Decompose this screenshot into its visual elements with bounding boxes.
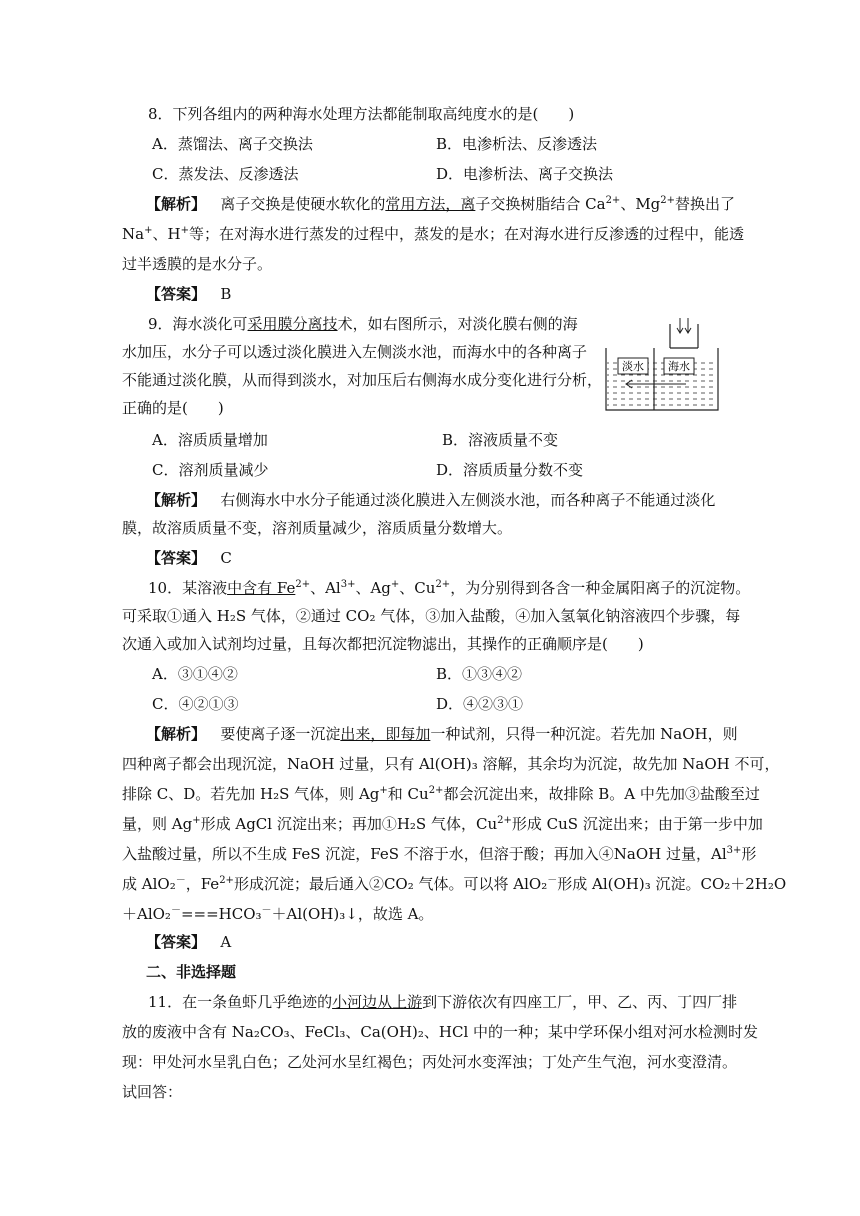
q10-analysis-line-3: 排除 C、D。若先加 H₂S 气体，则 Ag+和 $Cu^{2+}$都会沉淀出来，故排除 B。A 中先加③盐酸至过 — [122, 785, 760, 803]
answer-label: 【答案】 — [146, 933, 207, 951]
underlined-text: 出来，即每加 — [340, 725, 431, 743]
q9-analysis-line-2: 膜，故溶质质量不变，溶剂质量减少，溶质质量分数增大。 — [122, 519, 513, 537]
q11-stem-line-4: 试回答： — [122, 1083, 183, 1101]
q9-stem-line-1: 9．海水淡化可采用膜分离技术，如右图所示，对淡化膜右侧的海 — [148, 315, 578, 333]
q10-option-d: D．④②③① — [436, 695, 524, 713]
membrane-diagram — [604, 318, 720, 412]
q10-analysis-line-6: 成 AlO₂－，$Fe^{2+}$形成沉淀；最后通入②CO₂ 气体。可以将 AlO₂－形成 Al(OH)₃ 沉淀。CO₂＋2H₂O — [122, 875, 787, 893]
answer-value: C — [220, 549, 232, 567]
analysis-label: 【解析】 — [146, 491, 207, 509]
q10-analysis-line-4: 量，则 Ag+形成 AgCl 沉淀出来；再加①H₂S 气体，$Cu^{2+}$形成 CuS 沉淀出来；由于第一步中加 — [122, 815, 763, 833]
q9-answer — [146, 548, 232, 568]
q9-stem-line-4: 正确的是( ) — [122, 399, 224, 417]
answer-label: 【答案】 — [146, 549, 207, 567]
q11-stem-line-1: 11．在一条鱼虾几乎绝迹的小河边从上游到下游依次有四座工厂，甲、乙、丙、丁四厂排 — [148, 993, 738, 1011]
q9-option-c: C．溶剂质量减少 — [152, 461, 269, 479]
answer-value: A — [220, 933, 232, 951]
q8-option-b: B．电渗析法、反渗透法 — [436, 135, 598, 153]
underlined-text: 常用方法，离 — [385, 195, 476, 213]
q10-analysis-line-5: 入盐酸过量，所以不生成 FeS 沉淀，FeS 不溶于水，但溶于酸；再加入④NaOH 过量，$Al^{3+}$形 — [122, 845, 757, 863]
q10-stem-line-2: 可采取①通入 H₂S 气体，②通过 CO₂ 气体，③加入盐酸，④加入氢氧化钠溶液四个步骤，每 — [122, 607, 741, 625]
q10-stem-line-3: 次通入或加入试剂均过量，且每次都把沉淀物滤出，其操作的正确顺序是( ) — [122, 635, 644, 653]
q8-answer — [146, 284, 231, 304]
seawater-label: 海水 — [668, 360, 690, 373]
answer-label: 【答案】 — [146, 285, 207, 303]
q10-option-a: A．③①④② — [152, 665, 238, 683]
q8-option-c: C．蒸发法、反渗透法 — [152, 165, 299, 183]
fresh-water-label: 淡水 — [622, 360, 644, 373]
q10-option-c: C．④②①③ — [152, 695, 239, 713]
q8-option-a: A．蒸馏法、离子交换法 — [152, 135, 313, 153]
q9-stem-line-3: 不能通过淡化膜，从而得到淡水，对加压后右侧海水成分变化进行分析， — [122, 371, 603, 389]
q10-analysis-line-7: ＋AlO₂－===HCO₃－＋Al(OH)₃↓，故选 A。 — [122, 905, 434, 923]
underlined-text: 采用膜分离技 — [247, 315, 338, 333]
q9-analysis-line-1: 【解析】 右侧海水中水分子能通过淡化膜进入左侧淡水池，而各种离子不能通过淡化 — [146, 491, 716, 509]
underlined-text: 小河边从上游 — [332, 993, 423, 1011]
q11-stem-line-2: 放的废液中含有 Na₂CO₃、FeCl₃、Ca(OH)₂、HCl 中的一种；某中学环保小组对河水检测时发 — [122, 1023, 759, 1041]
q8-analysis-line-2: Na+、H+等；在对海水进行蒸发的过程中，蒸发的是水；在对海水进行反渗透的过程中，能透 — [122, 225, 744, 243]
q10-answer — [146, 932, 231, 952]
analysis-label: 【解析】 — [146, 195, 207, 213]
q8-stem: 8．下列各组内的两种海水处理方法都能制取高纯度水的是( ) — [148, 105, 575, 123]
q10-analysis-line-1: 【解析】 要使离子逐一沉淀出来，即每加一种试剂，只得一种沉淀。若先加 NaOH，则 — [146, 725, 738, 743]
underlined-text: 中含有 Fe — [227, 579, 296, 597]
q10-option-b: B．①③④② — [436, 665, 523, 683]
q10-stem-line-1: 10．某溶液中含有 $Fe^{2+}$、$Al^{3+}$、Ag+、$Cu^{2+}$，为分别得到各含一种金属阳离子的沉淀物。 — [148, 579, 751, 597]
q8-analysis-line-1: 【解析】 离子交换是使硬水软化的常用方法，离子交换树脂结合 $Ca^{2+}$、$Mg^{2+}$替换出了 — [146, 195, 736, 213]
analysis-label: 【解析】 — [146, 725, 207, 743]
q9-stem-line-2: 水加压，水分子可以透过淡化膜进入左侧淡水池，而海水中的各种离子 — [122, 343, 588, 361]
membrane-diagram-svg — [604, 318, 720, 412]
q9-option-d: D．溶质质量分数不变 — [436, 461, 584, 479]
answer-value: B — [220, 285, 232, 303]
q9-option-b: B．溶液质量不变 — [442, 431, 559, 449]
q11-stem-line-3: 现：甲处河水呈乳白色；乙处河水呈红褐色；丙处河水变浑浊；丁处产生气泡，河水变澄清。 — [122, 1053, 738, 1071]
q8-option-d: D．电渗析法、离子交换法 — [436, 165, 614, 183]
q10-analysis-line-2: 四种离子都会出现沉淀，NaOH 过量，只有 Al(OH)₃ 溶解，其余均为沉淀，故先加 NaOH 不可， — [122, 755, 780, 773]
q9-option-a: A．溶质质量增加 — [152, 431, 268, 449]
section-heading: 二、非选择题 — [146, 963, 237, 981]
q8-analysis-line-3: 过半透膜的是水分子。 — [122, 255, 273, 273]
